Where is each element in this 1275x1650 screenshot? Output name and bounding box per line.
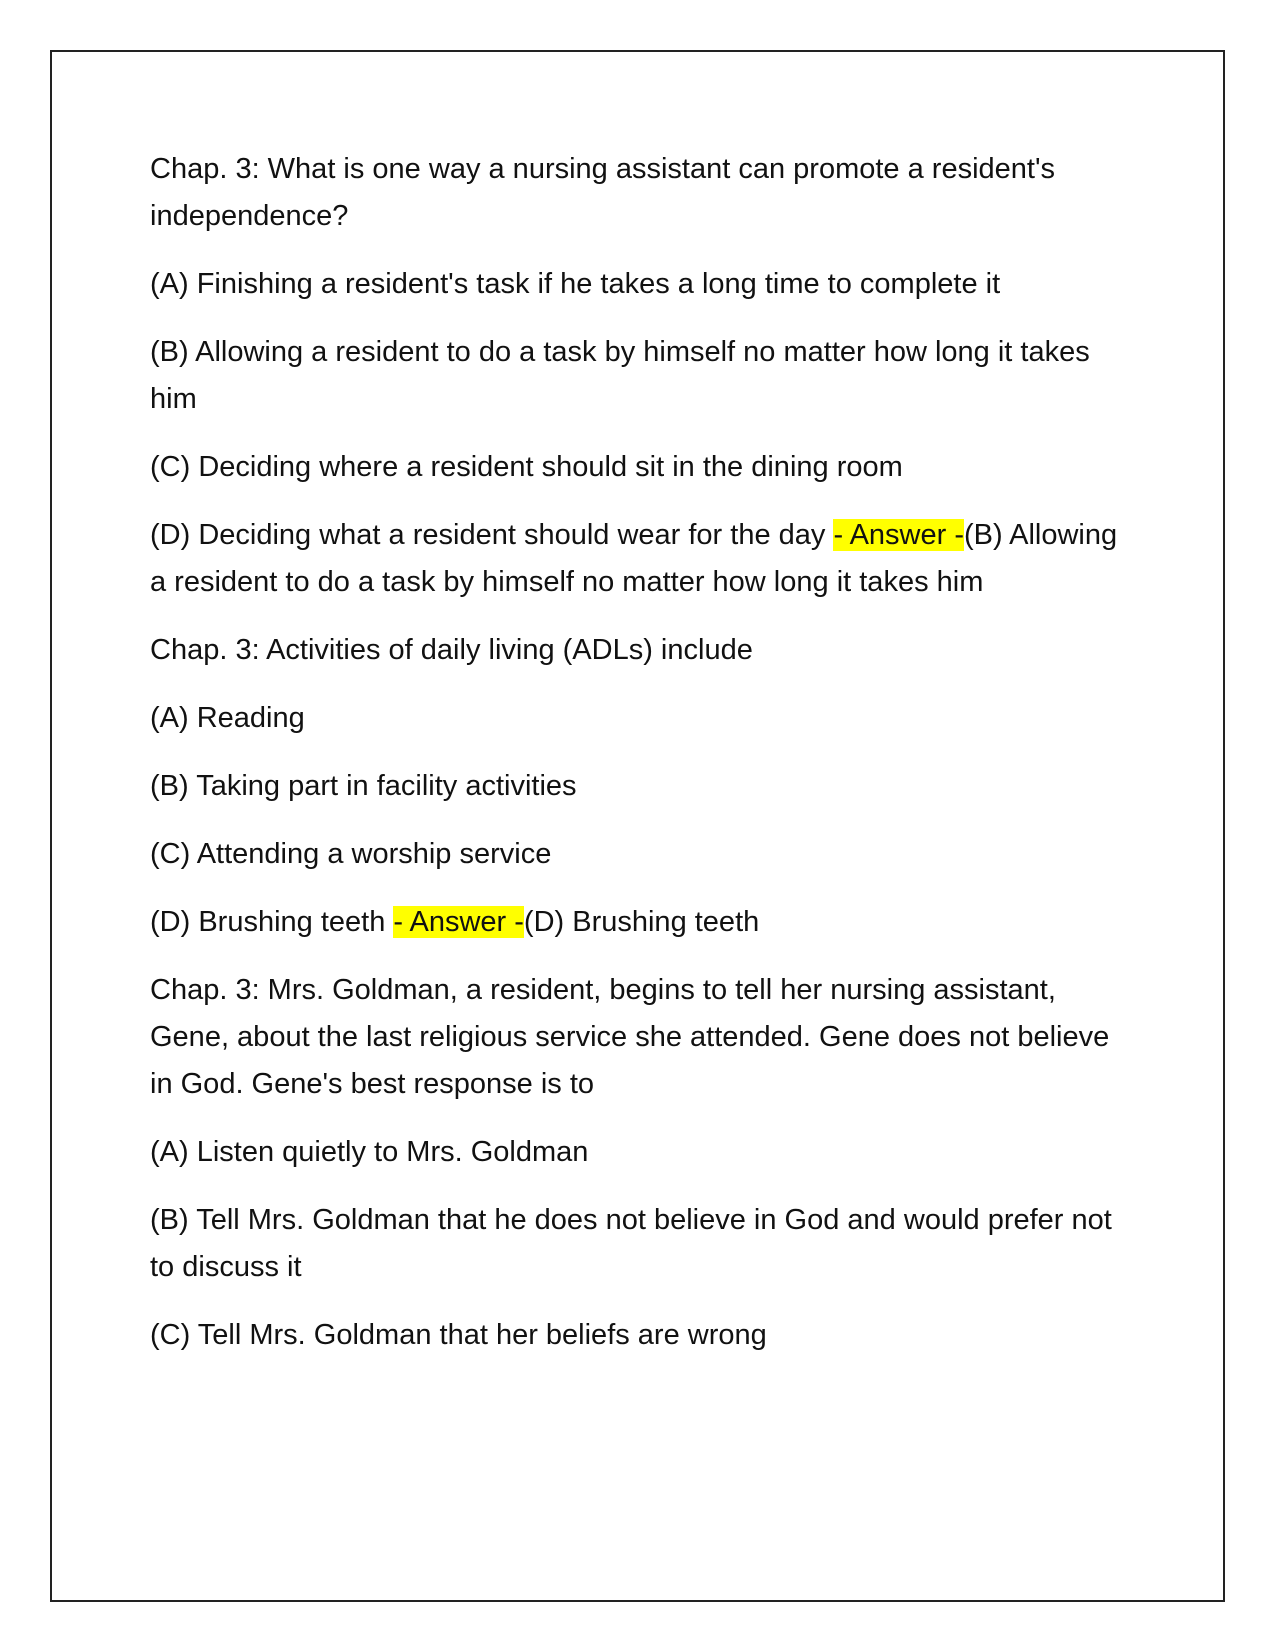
question-3-option-a: (A) Listen quietly to Mrs. Goldman: [150, 1136, 589, 1168]
answer-text: (B) Allowing a resident to do a task by himself no matter how long it takes him: [150, 519, 1118, 598]
question-1-option-c: (C) Deciding where a resident should sit in the dining room: [150, 451, 903, 483]
document-body: [150, 146, 1125, 1380]
question-3-option-b: (B) Tell Mrs. Goldman that he does not believe in God and would prefer not to discuss it: [150, 1204, 1112, 1283]
question-2-option-b: (B) Taking part in facility activities: [150, 770, 577, 802]
question-1-option-b: (B) Allowing a resident to do a task by himself no matter how long it takes him: [150, 336, 1090, 415]
question-2-option-c: (C) Attending a worship service: [150, 838, 552, 870]
question-3-stem: Chap. 3: Mrs. Goldman, a resident, begins to tell her nursing assistant, Gene, about the last religious service she attended. Gene does not believe in God. Gene's best response is to: [150, 974, 1110, 1100]
answer-highlight: - Answer -: [833, 519, 964, 551]
question-1-option-a: (A) Finishing a resident's task if he takes a long time to complete it: [150, 268, 1001, 300]
question-1-stem: Chap. 3: What is one way a nursing assistant can promote a resident's independence?: [150, 153, 1056, 232]
question-3-option-c: (C) Tell Mrs. Goldman that her beliefs are wrong: [150, 1319, 767, 1351]
answer-text: (D) Brushing teeth: [523, 906, 760, 938]
question-2-option-a: (A) Reading: [150, 702, 305, 734]
question-2-option-d: (D) Brushing teeth - Answer -(D) Brushing teeth: [150, 906, 760, 938]
question-2-stem: Chap. 3: Activities of daily living (ADLs) include: [150, 634, 753, 666]
answer-highlight: - Answer -: [393, 906, 524, 938]
question-1-option-d: (D) Deciding what a resident should wear for the day - Answer -(B) Allowing a resident to do a task by himself no matter how long it takes him: [150, 519, 1118, 598]
